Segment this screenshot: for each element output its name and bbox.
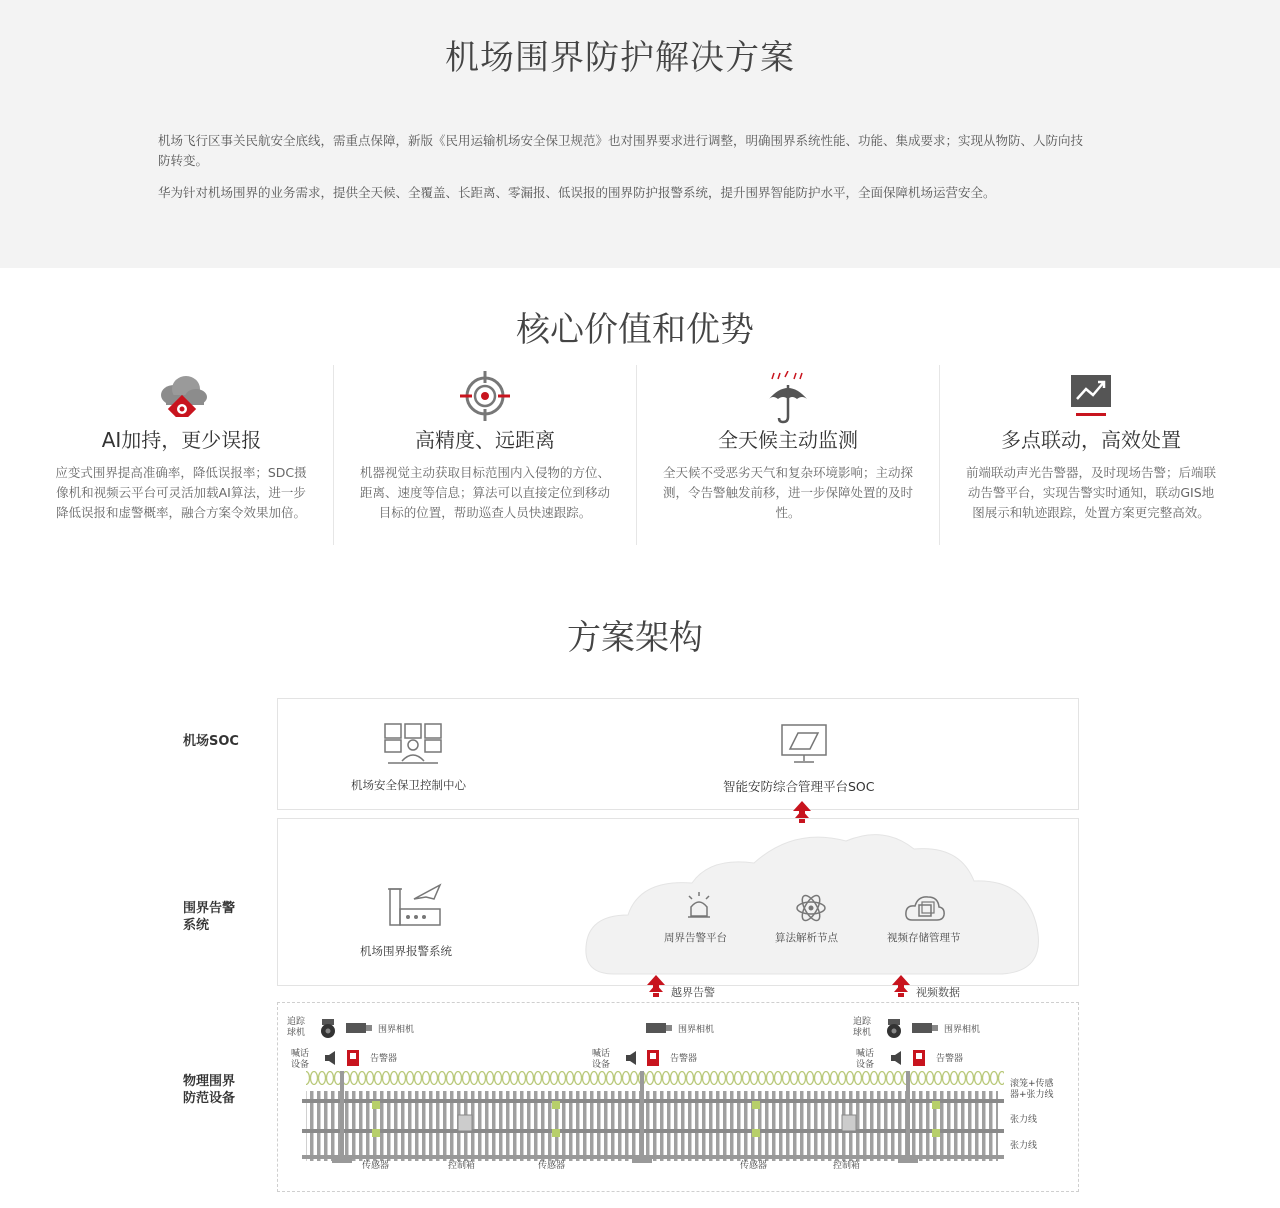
up-arrow-icon — [891, 974, 911, 998]
device-label: 围界相机 — [678, 1025, 715, 1035]
flow-label: 越界告警 — [671, 986, 715, 999]
device-label: 传感器 — [362, 1161, 390, 1171]
tier-label-line: 围界告警 — [183, 901, 236, 916]
label-line: 设备 — [856, 1060, 875, 1070]
airport-alarm-system-label: 机场围界报警系统 — [360, 944, 452, 958]
device-label: 围界相机 — [944, 1025, 981, 1035]
device-label: 告警器 — [670, 1054, 698, 1064]
cloud-item-label: 周界告警平台 — [664, 932, 727, 944]
card-title: 高精度、远距离 — [415, 428, 555, 452]
hero-banner — [0, 0, 1280, 268]
bullet-camera-icon — [912, 1021, 938, 1035]
cloud-item-label: 算法解析节点 — [775, 932, 838, 944]
tier-label-alarm — [183, 900, 235, 934]
device-label: 张力线 — [1010, 1141, 1038, 1151]
label-line: 追踪 — [287, 1017, 306, 1027]
core-section-title: 核心价值和优势 — [516, 310, 754, 350]
label-line: 追踪 — [853, 1017, 872, 1027]
bullet-camera-icon — [346, 1021, 372, 1035]
tier-label-line: 物理围界 — [183, 1074, 236, 1089]
hero-paragraph-1: 机场飞行区事关民航安全底线，需重点保障，新版《民用运输机场安全保卫规范》也对围界要求进行调整，明确围界系统性能、功能、集成要求；实现从物防、人防向技防转变。 — [158, 133, 1084, 168]
chart-monitor-icon — [1068, 371, 1114, 421]
soc-platform-icon — [780, 723, 828, 765]
hero-paragraph-2: 华为针对机场围界的业务需求，提供全天候、全覆盖、长距离、零漏报、低误报的围界防护报警系统，提升围界智能防护水平，全面保障机场运营安全。 — [158, 185, 996, 200]
fence-illustration — [302, 1071, 1004, 1183]
card-desc: 前端联动声光告警器，及时现场告警；后端联动告警平台，实现告警实时通知，联动GIS地图展示和轨迹跟踪，处置方案更完整高效。 — [965, 465, 1216, 520]
device-label: 围界相机 — [378, 1025, 415, 1035]
control-center-icon — [382, 721, 444, 765]
device-label: 张力线 — [1010, 1115, 1038, 1125]
device-label: 控制箱 — [448, 1161, 476, 1171]
cloud-item-label: 视频存储管理节 — [887, 932, 961, 944]
airport-alarm-icon — [386, 879, 444, 931]
label-line: 喊话 — [592, 1049, 611, 1059]
label-line: 喊话 — [856, 1049, 875, 1059]
core-card — [636, 365, 939, 545]
alarm-light-icon — [684, 891, 714, 921]
core-cards — [30, 365, 1245, 545]
umbrella-rain-icon — [766, 371, 810, 425]
alarm-device-icon — [647, 1050, 659, 1066]
tier-label-physical — [183, 1073, 235, 1107]
algorithm-node-icon — [795, 893, 827, 923]
soc-tier-box — [277, 698, 1079, 810]
dome-camera-icon — [885, 1019, 903, 1039]
device-label — [853, 1017, 871, 1039]
card-title: AI加持，更少误报 — [101, 428, 262, 452]
speaker-icon — [625, 1051, 639, 1065]
speaker-icon — [324, 1051, 338, 1065]
architecture-diagram — [0, 690, 1280, 1200]
device-label: 告警器 — [370, 1054, 398, 1064]
core-card — [333, 365, 636, 545]
device-label: 传感器 — [538, 1161, 566, 1171]
label-line: 器+张力线 — [1010, 1090, 1054, 1100]
alarm-tier-box — [277, 818, 1079, 986]
card-desc: 应变式围界提高准确率，降低误报率；SDC摄像机和视频云平台可灵活加载AI算法，进一步降低误报和虚警概率，融合方案令效果加倍。 — [55, 465, 307, 520]
video-storage-icon — [904, 893, 946, 923]
card-desc: 全天候不受恶劣天气和复杂环境影响；主动探测，令告警触发前移，进一步保障处置的及时性。 — [662, 465, 913, 520]
label-line: 球机 — [853, 1028, 872, 1038]
hero-title: 机场围界防护解决方案 — [445, 38, 795, 78]
device-label — [291, 1049, 309, 1071]
flow-label: 视频数据 — [916, 986, 960, 999]
device-label: 告警器 — [936, 1054, 964, 1064]
core-card — [939, 365, 1242, 545]
card-title: 多点联动，高效处置 — [1001, 428, 1181, 452]
arch-section-title: 方案架构 — [567, 618, 703, 658]
device-label — [287, 1017, 305, 1039]
physical-tier-box — [277, 1002, 1079, 1192]
up-arrow-icon — [646, 974, 666, 998]
label-line: 设备 — [592, 1060, 611, 1070]
device-label — [856, 1049, 874, 1071]
label-line: 设备 — [291, 1060, 310, 1070]
bullet-camera-icon — [646, 1021, 672, 1035]
cloud-target-icon — [154, 371, 210, 417]
core-card — [30, 365, 333, 545]
crosshair-icon — [458, 371, 512, 421]
speaker-icon — [890, 1051, 904, 1065]
card-desc: 机器视觉主动获取目标范围内入侵物的方位、距离、速度等信息；算法可以直接定位到移动目标的位置，帮助巡查人员快速跟踪。 — [359, 465, 610, 520]
up-arrow-icon — [792, 800, 812, 824]
label-line: 滚笼+传感 — [1010, 1079, 1054, 1089]
device-label — [1010, 1079, 1054, 1101]
card-title: 全天候主动监测 — [718, 428, 858, 452]
tier-label-line: 系统 — [183, 918, 210, 933]
tier-label-soc: 机场SOC — [183, 734, 239, 749]
device-label — [592, 1049, 610, 1071]
dome-camera-icon — [319, 1019, 337, 1039]
label-line: 喊话 — [291, 1049, 310, 1059]
soc-platform-label: 智能安防综合管理平台SOC — [723, 779, 875, 794]
label-line: 球机 — [287, 1028, 306, 1038]
tier-label-line: 防范设备 — [183, 1091, 236, 1106]
alarm-device-icon — [347, 1050, 359, 1066]
device-label: 传感器 — [740, 1161, 768, 1171]
alarm-device-icon — [913, 1050, 925, 1066]
control-center-label: 机场安全保卫控制中心 — [351, 778, 466, 792]
device-label: 控制箱 — [833, 1161, 861, 1171]
